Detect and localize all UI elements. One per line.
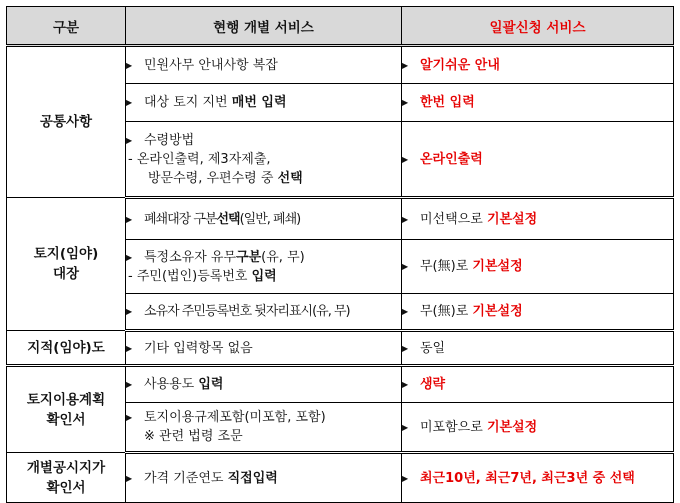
header-category: 구분 xyxy=(7,7,126,46)
category-land-use-plan: 토지이용계획 확인서 xyxy=(7,366,126,453)
triangle-right-icon: ▶ xyxy=(126,60,133,70)
table-row xyxy=(7,366,674,403)
current-cell: ▶ 민원사무 안내사항 복잡 xyxy=(126,46,402,84)
current-cell: ▶ 특정소유자 유무구분(유, 무) - 주민(법인)등록번호 입력 xyxy=(126,240,402,294)
category-common: 공통사항 xyxy=(7,46,126,198)
new-cell: ▶ 최근10년, 최근7년, 최근3년 중 선택 xyxy=(402,453,674,503)
header-current-service: 현행 개별 서비스 xyxy=(126,7,402,46)
triangle-right-icon: ▶ xyxy=(402,380,409,389)
new-cell: ▶ 미포함으로 기본설정 xyxy=(402,403,674,453)
triangle-right-icon: ▶ xyxy=(126,214,132,224)
triangle-right-icon: ▶ xyxy=(402,214,409,224)
comparison-table xyxy=(6,6,674,503)
triangle-right-icon: ▶ xyxy=(402,262,409,271)
new-cell: ▶ 생략 xyxy=(402,366,674,403)
current-cell: ▶ 기타 입력항목 없음 xyxy=(126,331,402,366)
table-row xyxy=(7,453,674,503)
triangle-right-icon: ▶ xyxy=(402,422,409,432)
table-row xyxy=(7,46,674,84)
triangle-right-icon: ▶ xyxy=(126,380,133,389)
triangle-right-icon: ▶ xyxy=(126,473,133,483)
triangle-right-icon: ▶ xyxy=(126,413,133,422)
triangle-right-icon: ▶ xyxy=(402,343,409,353)
triangle-right-icon: ▶ xyxy=(402,473,409,483)
current-cell: ▶ 가격 기준연도 직접입력 xyxy=(126,453,402,503)
table-row xyxy=(7,331,674,366)
triangle-right-icon: ▶ xyxy=(126,98,133,107)
category-official-land-price: 개별공시지가 확인서 xyxy=(7,453,126,503)
header-new-service: 일괄신청 서비스 xyxy=(402,7,674,46)
category-cadastral-map: 지적(임야)도 xyxy=(7,331,126,366)
current-cell: ▶ 토지이용규제포함(미포함, 포함) ※ 관련 법령 조문 xyxy=(126,403,402,453)
new-cell: ▶ 한번 입력 xyxy=(402,84,674,122)
current-cell: ▶ 사용용도 입력 xyxy=(126,366,402,403)
new-cell: ▶ 온라인출력 xyxy=(402,122,674,198)
current-cell: ▶ 수령방법 - 온라인출력, 제3자제출, 방문수령, 우편수령 중 선택 xyxy=(126,122,402,198)
triangle-right-icon: ▶ xyxy=(402,98,409,107)
new-cell: ▶ 동일 xyxy=(402,331,674,366)
triangle-right-icon: ▶ xyxy=(126,252,133,262)
triangle-right-icon: ▶ xyxy=(402,60,409,70)
current-cell: ▶ 대상 토지 지번 매번 입력 xyxy=(126,84,402,122)
new-cell: ▶ 미선택으로 기본설정 xyxy=(402,198,674,240)
new-cell: ▶ 알기쉬운 안내 xyxy=(402,46,674,84)
table-row xyxy=(7,198,674,240)
new-cell: ▶ 무(無)로 기본설정 xyxy=(402,240,674,294)
new-cell: ▶ 무(無)로 기본설정 xyxy=(402,294,674,331)
triangle-right-icon: ▶ xyxy=(126,307,132,316)
triangle-right-icon: ▶ xyxy=(126,135,133,145)
triangle-right-icon: ▶ xyxy=(126,343,133,353)
table-header-row xyxy=(7,7,674,46)
current-cell: ▶ 폐쇄대장 구분선택(일반, 폐쇄) xyxy=(126,198,402,240)
category-land-register: 토지(임야) 대장 xyxy=(7,198,126,331)
current-cell: ▶ 소유자 주민등록번호 뒷자리표시(유, 무) xyxy=(126,294,402,331)
triangle-right-icon: ▶ xyxy=(402,154,409,164)
triangle-right-icon: ▶ xyxy=(402,307,409,316)
